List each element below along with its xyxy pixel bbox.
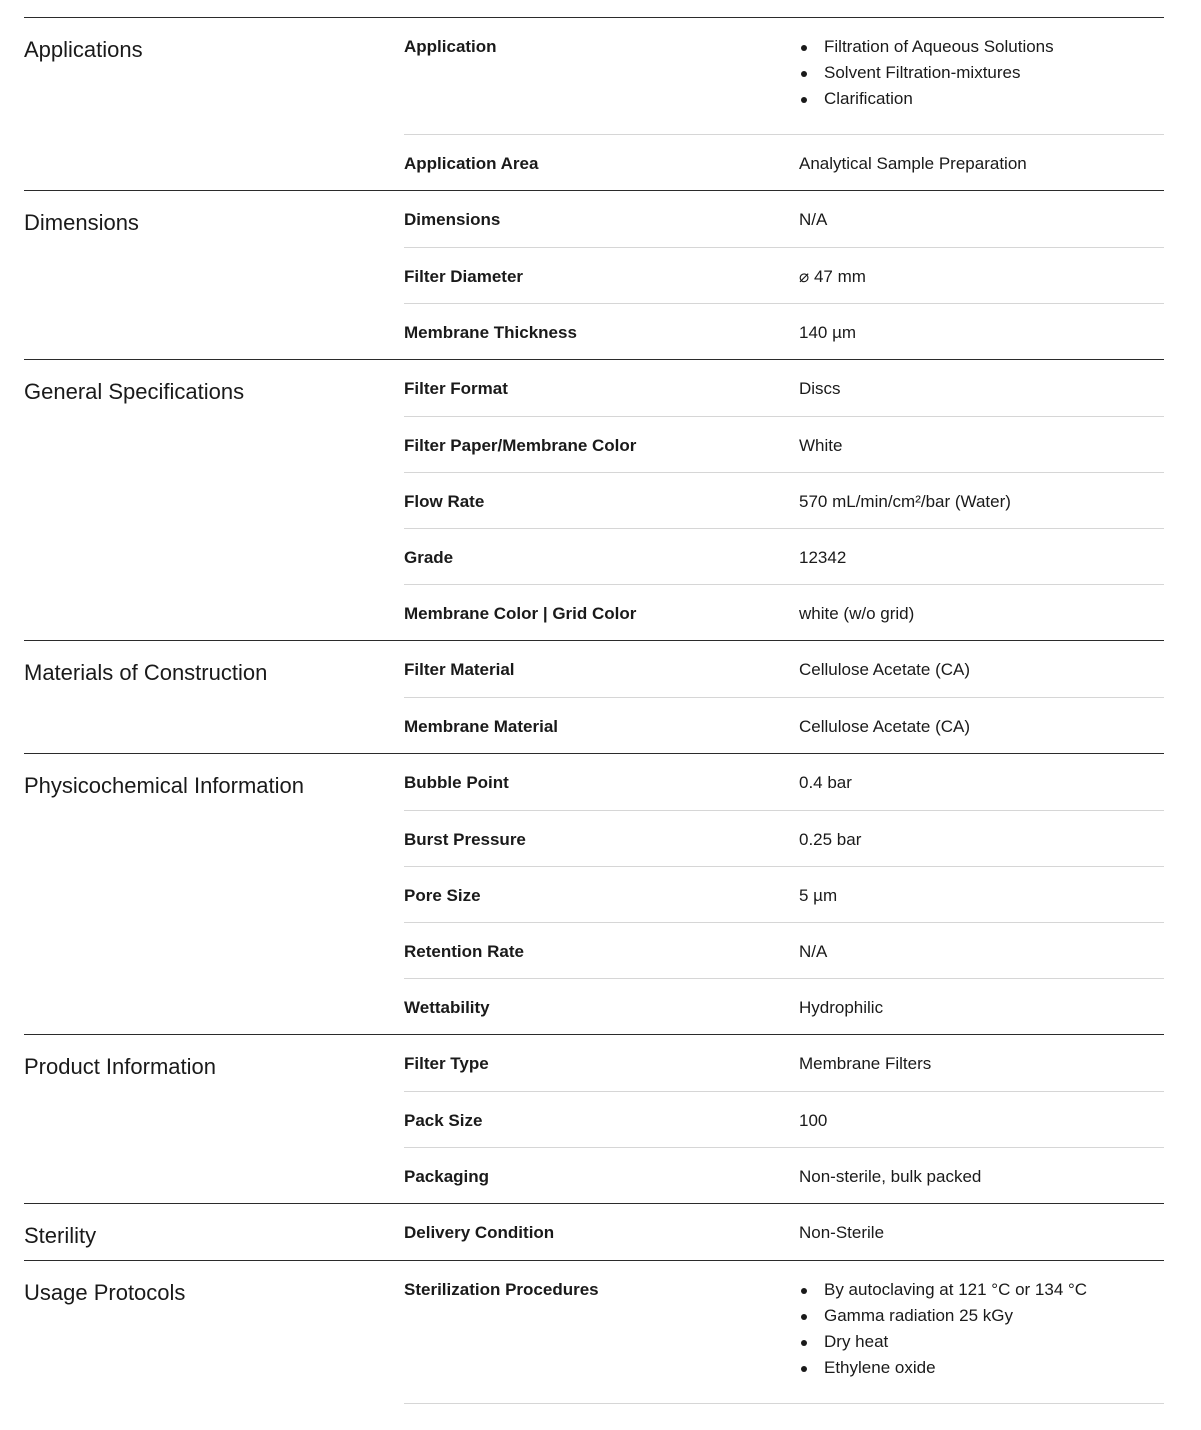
- spec-value: 100: [799, 1111, 828, 1130]
- spec-section: [24, 753, 1164, 1034]
- list-item: Ethylene oxide: [824, 1355, 1164, 1381]
- specification-table: [24, 17, 1164, 1404]
- spec-label: Retention Rate: [404, 942, 524, 961]
- spec-row: [404, 191, 1164, 247]
- spec-row: [404, 754, 1164, 810]
- spec-rows: [404, 754, 1164, 1034]
- spec-value: ⌀ 47 mm: [799, 267, 866, 286]
- spec-label: Membrane Color | Grid Color: [404, 604, 637, 623]
- spec-section: [24, 190, 1164, 359]
- spec-value: Hydrophilic: [799, 998, 884, 1017]
- spec-row: [404, 641, 1164, 697]
- spec-label: Grade: [404, 548, 454, 567]
- section-title: Sterility: [24, 1223, 97, 1248]
- spec-value-list: [799, 34, 1164, 134]
- spec-row: [404, 472, 1164, 528]
- spec-row: [404, 416, 1164, 472]
- list-item: By autoclaving at 121 °C or 134 °C: [824, 1277, 1164, 1303]
- spec-section: [24, 1260, 1164, 1404]
- spec-row: [404, 1091, 1164, 1147]
- section-title: General Specifications: [24, 379, 245, 404]
- spec-label: Application: [404, 37, 497, 56]
- list-item: Clarification: [824, 86, 1164, 112]
- spec-label: Filter Paper/Membrane Color: [404, 436, 637, 455]
- spec-label: Filter Format: [404, 379, 508, 398]
- spec-value: white (w/o grid): [799, 604, 915, 623]
- spec-section: [24, 1034, 1164, 1203]
- spec-label: Delivery Condition: [404, 1223, 555, 1242]
- spec-value: Discs: [799, 379, 841, 398]
- spec-label: Sterilization Procedures: [404, 1280, 599, 1299]
- spec-row: [404, 1261, 1164, 1404]
- spec-label: Dimensions: [404, 210, 501, 229]
- list-item: Dry heat: [824, 1329, 1164, 1355]
- spec-section: [24, 359, 1164, 640]
- spec-row: [404, 584, 1164, 640]
- section-title: Materials of Construction: [24, 660, 268, 685]
- spec-value: Cellulose Acetate (CA): [799, 660, 971, 679]
- spec-value: 0.25 bar: [799, 830, 862, 849]
- spec-value: Non-Sterile: [799, 1223, 885, 1242]
- spec-label: Filter Type: [404, 1054, 489, 1073]
- spec-row: [404, 697, 1164, 753]
- spec-row: [404, 866, 1164, 922]
- spec-row: [404, 360, 1164, 416]
- spec-label: Application Area: [404, 154, 539, 173]
- spec-rows: [404, 1204, 1164, 1260]
- spec-value: 12342: [799, 548, 847, 567]
- spec-section: [24, 640, 1164, 753]
- spec-value: White: [799, 436, 843, 455]
- spec-row: [404, 922, 1164, 978]
- spec-label: Flow Rate: [404, 492, 485, 511]
- spec-rows: [404, 1261, 1164, 1404]
- spec-row: [404, 303, 1164, 359]
- spec-value: [799, 18, 1164, 134]
- spec-row: [404, 1035, 1164, 1091]
- spec-label: Wettability: [404, 998, 490, 1017]
- spec-value: 570 mL/min/cm²/bar (Water): [799, 492, 1011, 511]
- spec-label: Filter Diameter: [404, 267, 524, 286]
- spec-row: [404, 978, 1164, 1034]
- list-item: Filtration of Aqueous Solutions: [824, 34, 1164, 60]
- spec-value: Non-sterile, bulk packed: [799, 1167, 982, 1186]
- spec-label: Packaging: [404, 1167, 490, 1186]
- spec-rows: [404, 191, 1164, 359]
- spec-label: Pack Size: [404, 1111, 483, 1130]
- spec-row: [404, 810, 1164, 866]
- spec-label: Filter Material: [404, 660, 515, 679]
- spec-section: [24, 1203, 1164, 1260]
- spec-label: Pore Size: [404, 886, 481, 905]
- spec-value: N/A: [799, 210, 828, 229]
- spec-label: Bubble Point: [404, 773, 509, 792]
- spec-rows: [404, 1035, 1164, 1203]
- spec-row: [404, 528, 1164, 584]
- spec-value: Analytical Sample Preparation: [799, 154, 1027, 173]
- spec-label: Membrane Thickness: [404, 323, 577, 342]
- spec-row: [404, 18, 1164, 134]
- spec-value: Cellulose Acetate (CA): [799, 717, 971, 736]
- spec-value: 0.4 bar: [799, 773, 852, 792]
- spec-label: Membrane Material: [404, 717, 558, 736]
- spec-value: N/A: [799, 942, 828, 961]
- list-item: Solvent Filtration-mixtures: [824, 60, 1164, 86]
- section-title: Physicochemical Information: [24, 773, 305, 798]
- section-title: Usage Protocols: [24, 1280, 186, 1305]
- spec-rows: [404, 18, 1164, 190]
- section-title: Applications: [24, 37, 143, 62]
- spec-section: [24, 17, 1164, 190]
- spec-row: [404, 1204, 1164, 1260]
- section-title: Dimensions: [24, 210, 139, 235]
- spec-rows: [404, 641, 1164, 753]
- spec-value: 5 µm: [799, 886, 838, 905]
- spec-rows: [404, 360, 1164, 640]
- spec-row: [404, 134, 1164, 190]
- spec-row: [404, 1147, 1164, 1203]
- spec-value: 140 µm: [799, 323, 857, 342]
- list-item: Gamma radiation 25 kGy: [824, 1303, 1164, 1329]
- spec-row: [404, 247, 1164, 303]
- spec-value-list: [799, 1277, 1164, 1403]
- spec-label: Burst Pressure: [404, 830, 526, 849]
- spec-value: Membrane Filters: [799, 1054, 932, 1073]
- spec-value: [799, 1261, 1164, 1403]
- section-title: Product Information: [24, 1054, 216, 1079]
